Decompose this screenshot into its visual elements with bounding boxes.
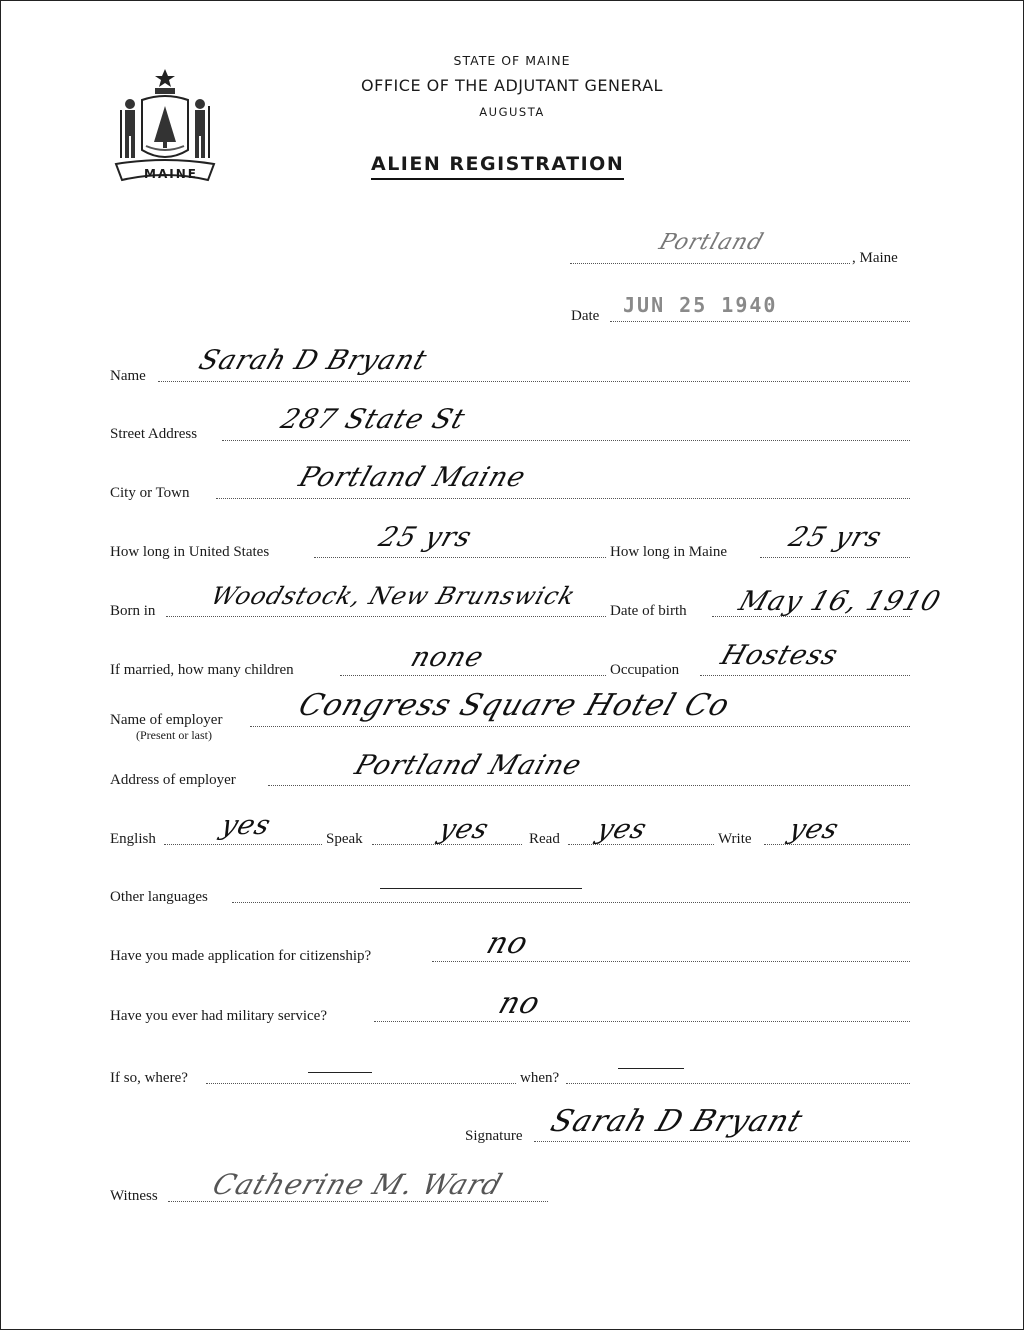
- witness-label: Witness: [110, 1188, 158, 1204]
- date-line: [610, 321, 910, 322]
- born-label: Born in: [110, 603, 156, 619]
- street-line: [222, 440, 910, 441]
- us-value: 25 yrs: [374, 522, 477, 553]
- maine-label: How long in Maine: [610, 544, 728, 560]
- us-line: [314, 557, 606, 558]
- english-label: English: [110, 831, 156, 847]
- born-line: [166, 616, 606, 617]
- employer-sublabel: (Present or last): [136, 728, 212, 742]
- citizenship-value: no: [482, 926, 534, 961]
- page-title: ALIEN REGISTRATION: [371, 153, 624, 180]
- military-label: Have you ever had military service?: [110, 1008, 327, 1024]
- write-value: yes: [784, 814, 844, 845]
- us-label: How long in United States: [110, 544, 270, 560]
- occupation-value: Hostess: [716, 640, 843, 671]
- maine-line: [760, 557, 910, 558]
- employer-address-line: [268, 785, 910, 786]
- citizenship-label: Have you made application for citizenship?: [110, 948, 372, 964]
- where-line: [206, 1083, 516, 1084]
- employer-line: [250, 726, 910, 727]
- signature-value: Sarah D Bryant: [546, 1104, 808, 1139]
- city-label: City or Town: [110, 485, 190, 501]
- maine-value: 25 yrs: [784, 522, 887, 553]
- seal-ribbon-text: MAINE: [144, 167, 198, 181]
- employer-address-label: Address of employer: [110, 772, 236, 788]
- place-suffix: , Maine: [852, 250, 898, 266]
- children-value: none: [406, 642, 489, 673]
- where-dash: [308, 1072, 372, 1073]
- occupation-line: [700, 675, 910, 676]
- write-label: Write: [718, 831, 752, 847]
- read-value: yes: [592, 814, 652, 845]
- signature-line: [534, 1141, 910, 1142]
- witness-line: [168, 1201, 548, 1202]
- street-value: 287 State St: [276, 404, 470, 435]
- other-languages-line: [232, 902, 910, 903]
- read-label: Read: [529, 831, 560, 847]
- when-line: [566, 1083, 910, 1084]
- city-value: Portland Maine: [294, 462, 530, 493]
- dob-label: Date of birth: [610, 603, 687, 619]
- military-value: no: [494, 986, 546, 1021]
- header-city: AUGUSTA: [479, 105, 545, 119]
- born-value: Woodstock, New Brunswick: [207, 582, 580, 610]
- citizenship-line: [432, 961, 910, 962]
- header-office: OFFICE OF THE ADJUTANT GENERAL: [361, 76, 663, 95]
- date-stamp: JUN 25 1940: [623, 293, 778, 317]
- dob-value: May 16, 1910: [734, 586, 945, 617]
- speak-label: Speak: [326, 831, 363, 847]
- signature-label: Signature: [465, 1128, 523, 1144]
- street-label: Street Address: [110, 426, 198, 442]
- speak-value: yes: [434, 814, 494, 845]
- when-label: when?: [520, 1070, 560, 1086]
- employer-label: Name of employer: [110, 712, 223, 728]
- date-label: Date: [571, 308, 600, 324]
- english-line: [164, 844, 322, 845]
- other-languages-label: Other languages: [110, 889, 208, 905]
- name-value: Sarah D Bryant: [194, 345, 432, 376]
- place-line: [570, 263, 850, 264]
- employer-address-value: Portland Maine: [350, 750, 586, 781]
- english-value: yes: [216, 810, 276, 841]
- city-line: [216, 498, 910, 499]
- name-label: Name: [110, 368, 146, 384]
- children-line: [340, 675, 606, 676]
- where-label: If so, where?: [110, 1070, 188, 1086]
- when-dash: [618, 1068, 684, 1069]
- header-state: STATE OF MAINE: [453, 53, 571, 68]
- name-line: [158, 381, 910, 382]
- employer-value: Congress Square Hotel Co: [294, 688, 735, 723]
- other-languages-dash: [380, 888, 582, 889]
- witness-value: Catherine M. Ward: [208, 1168, 508, 1201]
- military-line: [374, 1021, 910, 1022]
- children-label: If married, how many children: [110, 662, 294, 678]
- occupation-label: Occupation: [610, 662, 680, 678]
- place-value: Portland: [655, 230, 767, 255]
